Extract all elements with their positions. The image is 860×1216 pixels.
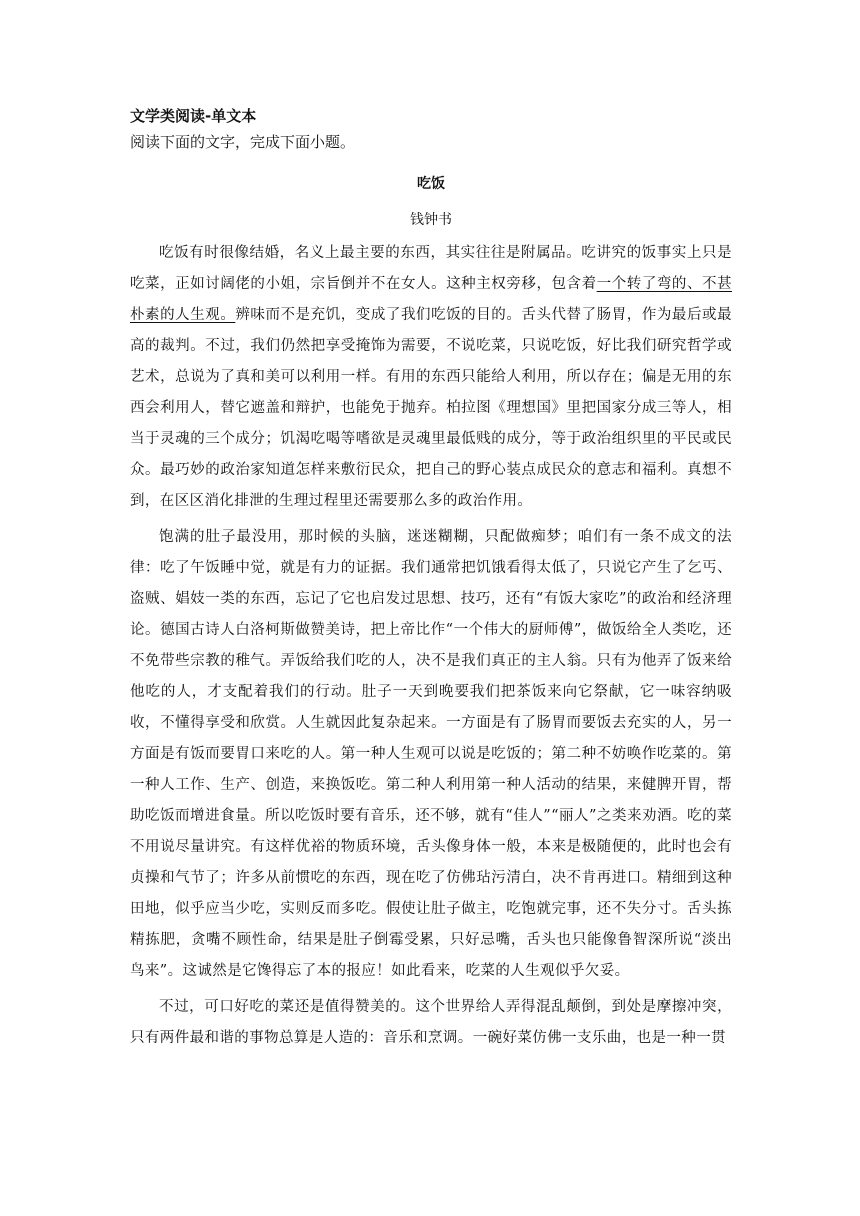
section-heading: 文学类阅读-单文本	[130, 107, 257, 125]
paragraph-2: 饱满的肚子最没用，那时候的头脑，迷迷糊糊，只配做痴梦；咱们有一条不成文的法律：吃了午饭睡中觉，就是有力的证据。我们通常把饥饿看得太低了，只说它产生了乞丐、盗贼、娼妓一类的东西，忘记了它也启发过思想、技巧，还有“有饭大家吃”的政治和经济理论。德国古诗人白洛柯斯做赞美诗，把上帝比作“一个伟大的厨师傅”，做饭给全人类吃，还不免带些宗教的稚气。弄饭给我们吃的人，决不是我们真正的主人翁。只有为他弄了饭来给他吃的人，才支配着我们的行动。肚子一天到晚要我们把茶饭来向它祭献，它一味容纳吸收，不懂得享受和欣赏。人生就因此复杂起来。一方面是有了肠胃而要饭去充实的人，另一方面是有饭而要胃口来吃的人。第一种人生观可以说是吃饭的；第二种不妨唤作吃菜的。第一种人工作、生产、创造，来换饭吃。第二种人利用第一种人活动的结果，来健脾开胃，帮助吃饭而增进食量。所以吃饭时要有音乐，还不够，就有“佳人”“丽人”之类来劝酒。吃的菜不用说尽量讲究。有这样优裕的物质环境，舌头像身体一般，本来是极随便的，此时也会有贞操和气节了；许多从前惯吃的东西，现在吃了仿佛玷污清白，决不肯再进口。精细到这种田地，似乎应当少吃，实则反而多吃。假使让肚子做主，吃饱就完事，还不失分寸。舌头拣精拣肥，贪嘴不顾性命，结果是肚子倒霉受累，只好忌嘴，舌头也只能像鲁智深所说“淡出鸟来”。这诚然是它馋得忘了本的报应！如此看来，吃菜的人生观似乎欠妥。	[130, 529, 732, 979]
underlined-phrase: 一个转了弯的、不甚朴素的人生观。	[130, 276, 732, 323]
article-title: 吃饭	[417, 176, 445, 192]
paragraph-3: 不过，可口好吃的菜还是值得赞美的。这个世界给人弄得混乱颠倒，到处是摩擦冲突，只有两件最和谐的事物总算是人造的：音乐和烹调。一碗好菜仿佛一支乐曲，也是一种一贯	[130, 999, 732, 1046]
paragraph-1	[130, 238, 732, 517]
instruction-text: 阅读下面的文字，完成下面小题。	[130, 133, 356, 151]
document-page	[130, 103, 732, 1059]
paragraph-1-text-end: 辨味而不是充饥，变成了我们吃饭的目的。舌头代替了肠胃，作为最后或最高的裁判。不过，我们仍然把享受掩饰为需要，不说吃菜，只说吃饭，好比我们研究哲学或艺术，总说为了真和美可以利用一样。有用的东西只能给人利用，所以存在；偏是无用的东西会利用人，替它遮盖和辩护，也能免于抛弃。柏拉图《理想国》里把国家分成三等人，相当于灵魂的三个成分；饥渴吃喝等嗜欲是灵魂里最低贱的成分，等于政治组织里的平民或民众。最巧妙的政治家知道怎样来敷衍民众，把自己的野心装点成民众的意志和福利。真想不到，在区区消化排泄的生理过程里还需要那么多的政治作用。	[130, 307, 732, 509]
paragraph-1-text-start: 吃饭有时很像结婚，名义上最主要的东西，其实往往是附属品。吃讲究的饭事实上只是吃菜，正如讨阔佬的小姐，宗旨倒并不在女人。这种主权旁移，包含着	[130, 245, 732, 292]
article-author: 钱钟书	[410, 212, 452, 228]
